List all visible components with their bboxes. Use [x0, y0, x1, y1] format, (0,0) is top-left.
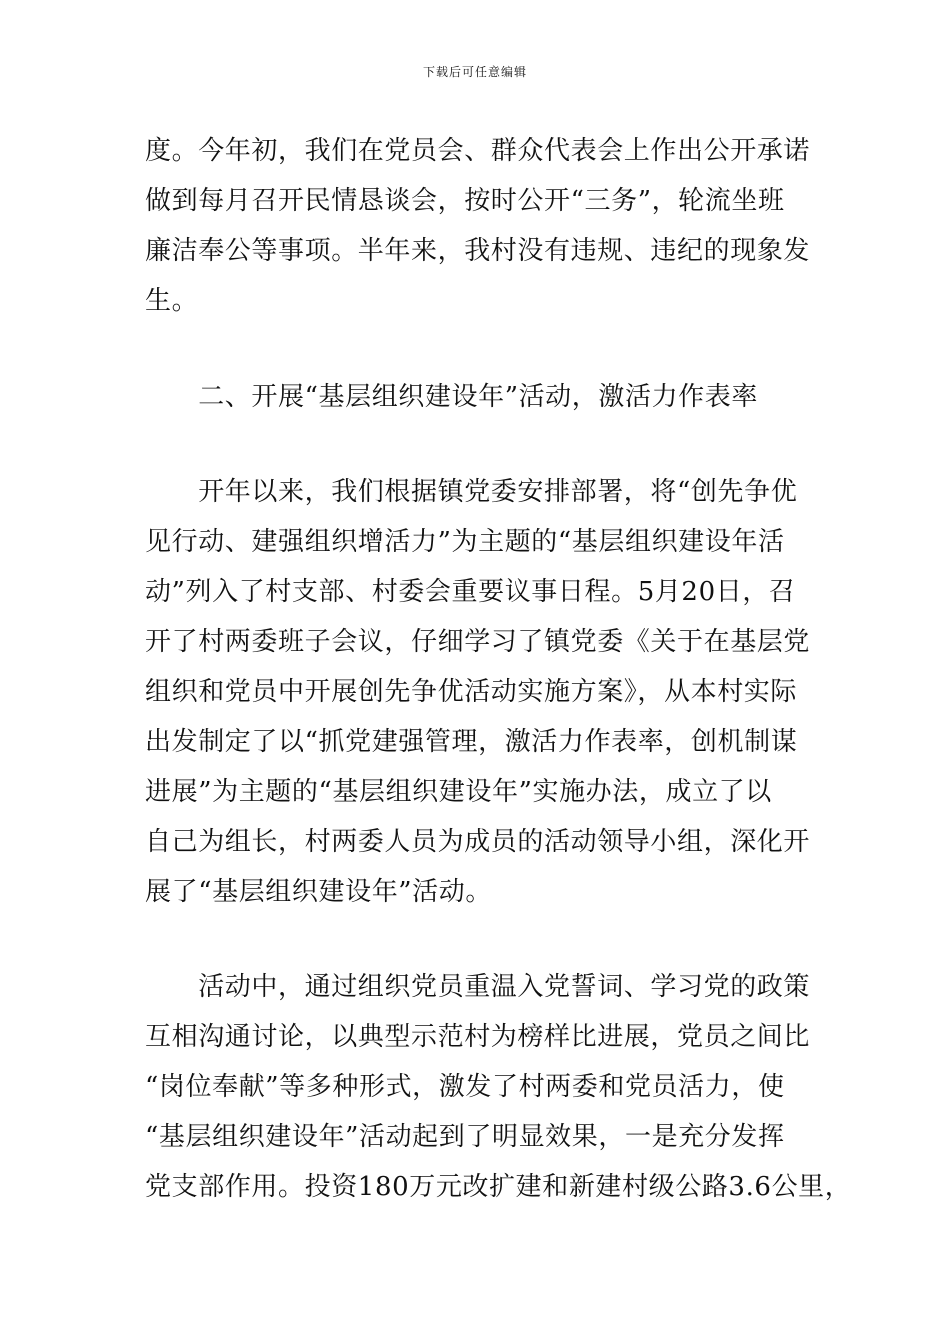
- page-header: 下载后可任意编辑: [422, 65, 527, 79]
- text-line: 进展”为主题的“基层组织建设年”实施办法，成立了以: [145, 777, 772, 807]
- text-line: 组织和党员中开展创先争优活动实施方案》，从本村实际: [145, 677, 798, 707]
- text-line: “基层组织建设年”活动起到了明显效果，一是充分发挥: [145, 1122, 785, 1152]
- text-line: 度。今年初，我们在党员会、群众代表会上作出公开承诺: [145, 136, 811, 166]
- text-line: “岗位奉献”等多种形式，激发了村两委和党员活力，使: [145, 1072, 785, 1102]
- section-heading: 二、开展“基层组织建设年”活动，激活力作表率: [145, 382, 758, 412]
- text-line: 自己为组长，村两委人员为成员的活动领导小组，深化开: [145, 827, 811, 857]
- text-line: 廉洁奉公等事项。半年来，我村没有违规、违纪的现象发: [145, 236, 811, 266]
- text-line: 见行动、建强组织增活力”为主题的“基层组织建设年活: [145, 527, 785, 557]
- text-line: 生。: [145, 286, 199, 316]
- text-line: 出发制定了以“抓党建强管理，激活力作表率，创机制谋: [145, 727, 798, 757]
- text-line: 党支部作用。投资180万元改扩建和新建村级公路3.6公里，: [145, 1172, 852, 1202]
- text-line: 做到每月召开民情恳谈会，按时公开“三务”，轮流坐班: [145, 186, 785, 216]
- text-line: 活动中，通过组织党员重温入党誓词、学习党的政策: [145, 972, 811, 1002]
- text-line: 开年以来，我们根据镇党委安排部署，将“创先争优: [145, 477, 798, 507]
- text-line: 展了“基层组织建设年”活动。: [145, 877, 492, 907]
- text-line: 互相沟通讨论，以典型示范村为榜样比进展，党员之间比: [145, 1022, 811, 1052]
- text-line: 开了村两委班子会议，仔细学习了镇党委《关于在基层党: [145, 627, 811, 657]
- text-line: 动”列入了村支部、村委会重要议事日程。5月20日，召: [145, 577, 796, 607]
